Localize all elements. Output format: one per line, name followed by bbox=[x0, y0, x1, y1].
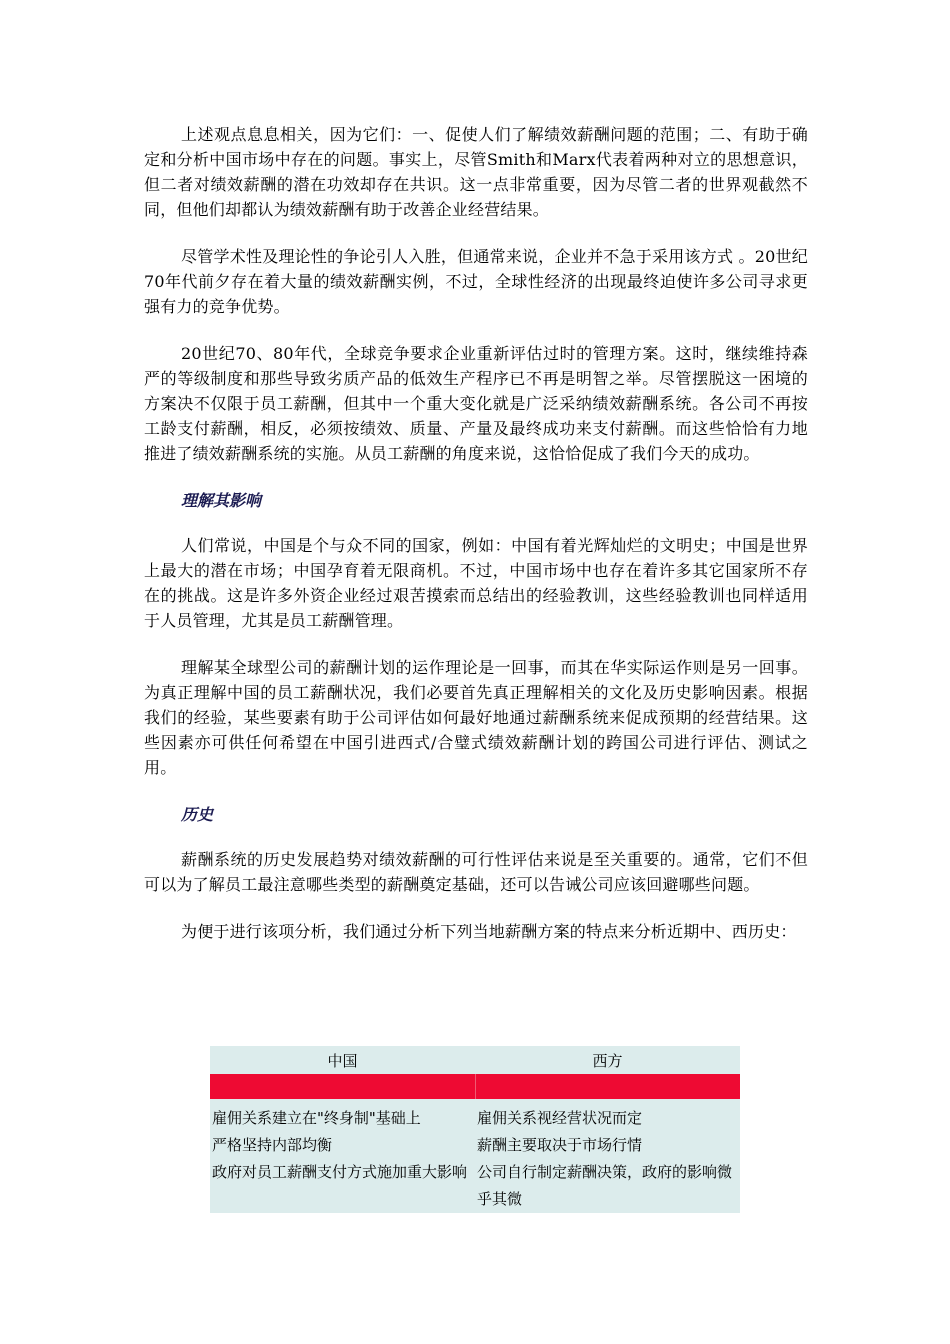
accent-cell bbox=[475, 1074, 740, 1099]
west-cell: 雇佣关系视经营状况而定 bbox=[475, 1105, 740, 1132]
accent-bar bbox=[210, 1074, 740, 1099]
china-cell: 雇佣关系建立在"终身制"基础上 bbox=[210, 1105, 475, 1132]
section-heading-history: 历史 bbox=[181, 805, 214, 824]
column-header-china: 中国 bbox=[210, 1046, 475, 1074]
table-row bbox=[210, 1132, 740, 1159]
table-row bbox=[210, 1159, 740, 1213]
paragraph: 薪酬系统的历史发展趋势对绩效薪酬的可行性评估来说是至关重要的。通常，它们不但可以为了解员工最注意哪些类型的薪酬奠定基础，还可以告诫公司应该回避哪些问题。 bbox=[144, 850, 808, 894]
paragraph: 上述观点息息相关，因为它们：一、促使人们了解绩效薪酬问题的范围；二、有助于确定和分析中国市场中存在的问题。事实上，尽管Smith和Marx代表着两种对立的思想意识，但二者对绩效薪酬的潜在功效却存在共识。这一点非常重要，因为尽管二者的世界观截然不同，但他们却都认为绩效薪酬有助于改善企业经营结果。 bbox=[144, 125, 808, 219]
paragraph: 理解某全球型公司的薪酬计划的运作理论是一回事，而其在华实际运作则是另一回事。为真正理解中国的员工薪酬状况，我们必要首先真正理解相关的文化及历史影响因素。根据我们的经验，某些要素有助于公司评估如何最好地通过薪酬系统来促成预期的经营结果。这些因素亦可供任何希望在中国引进西式/合璧式绩效薪酬计划的跨国公司进行评估、测试之用。 bbox=[144, 658, 808, 777]
paragraph: 20世纪70、80年代，全球竞争要求企业重新评估过时的管理方案。这时，继续维持森严的等级制度和那些导致劣质产品的低效生产程序已不再是明智之举。尽管摆脱这一困境的方案决不仅限于员工薪酬，但其中一个重大变化就是广泛采纳绩效薪酬系统。各公司不再按工龄支付薪酬，相反，必须按绩效、质量、产量及最终成功来支付薪酬。而这些恰恰有力地推进了绩效薪酬系统的实施。从员工薪酬的角度来说，这恰恰促成了我们今天的成功。 bbox=[144, 344, 808, 463]
west-cell: 公司自行制定薪酬决策，政府的影响微乎其微 bbox=[475, 1159, 740, 1213]
table-row bbox=[210, 1105, 740, 1132]
paragraph: 尽管学术性及理论性的争论引人入胜，但通常来说，企业并不急于采用该方式 。20世纪70年代前夕存在着大量的绩效薪酬实例，不过，全球性经济的出现最终迫使许多公司寻求更强有力的竞争优势。 bbox=[144, 247, 808, 316]
china-cell: 严格坚持内部均衡 bbox=[210, 1132, 475, 1159]
comparison-table bbox=[210, 1046, 740, 1213]
paragraph: 人们常说，中国是个与众不同的国家，例如：中国有着光辉灿烂的文明史；中国是世界上最大的潜在市场；中国孕育着无限商机。不过，中国市场中也存在着许多其它国家所不存在的挑战。这是许多外资企业经过艰苦摸索而总结出的经验教训，这些经验教训也同样适用于人员管理，尤其是员工薪酬管理。 bbox=[144, 536, 808, 630]
accent-cell bbox=[210, 1074, 475, 1099]
section-heading-impact: 理解其影响 bbox=[181, 491, 262, 510]
column-header-west: 西方 bbox=[475, 1046, 740, 1074]
document-body bbox=[144, 122, 808, 966]
west-cell: 薪酬主要取决于市场行情 bbox=[475, 1132, 740, 1159]
china-cell: 政府对员工薪酬支付方式施加重大影响 bbox=[210, 1159, 475, 1213]
paragraph: 为便于进行该项分析，我们通过分析下列当地薪酬方案的特点来分析近期中、西历史： bbox=[181, 922, 797, 941]
